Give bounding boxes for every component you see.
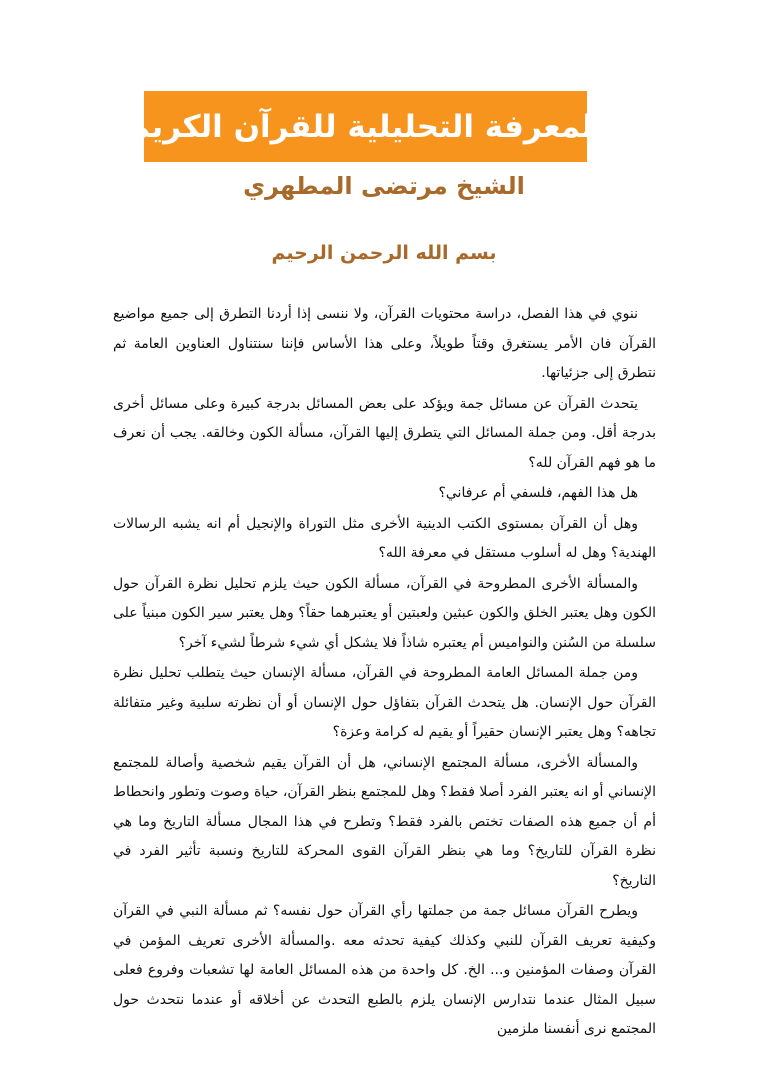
paragraph: ننوي في هذا الفصل، دراسة محتويات القرآن، ولا ننسى إذا أردنا التطرق إلى جميع مواضيع القرآن فان الأمر يستغرق وقتاً طويلاً، وعلى هذا الأساس فإننا سنتناول العناوين العامة ثم نتطرق إلى جزئياتها. (113, 306, 656, 381)
body-text (113, 300, 656, 1046)
paragraph: وهل أن القرآن بمستوى الكتب الدينية الأخرى مثل التوراة والإنجيل أم انه يشبه الرسالات الهندية؟ وهل له أسلوب مستقل في معرفة الله؟ (113, 515, 656, 561)
basmala-heading: بسم الله الرحمن الرحيم (271, 242, 497, 264)
paragraph: والمسألة الأخرى، مسألة المجتمع الإنساني، هل أن القرآن يقيم شخصية وأصالة للمجتمع الإنساني أو انه يعتبر الفرد أصلا فقط؟ وهل للمجتمع بنظر القرآن، حياة وصوت وتطور وانحطاط أم أن جميع هذه الصفات تختص بالفرد فقط؟ وتطرح في هذا المجال مسألة التاريخ وما هي نظرة القرآن للتاريخ؟ وما هي بنظر القرآن القوى المحركة للتاريخ ونسبة تأثير الفرد في التاريخ؟ (113, 754, 656, 889)
title-banner (127, 91, 604, 162)
paragraph: ومن جملة المسائل العامة المطروحة في القرآن، مسألة الإنسان حيث يتطلب تحليل نظرة القرآن حول الإنسان. هل يتحدث القرآن بتفاؤل حول الإنسان أو أن نظرته سلبية وغير متفائلة تجاهه؟ وهل يعتبر الإنسان حقيراً أو يقيم له كرامة وعزة؟ (113, 665, 656, 740)
paragraph: هل هذا الفهم، فلسفي أم عرفاني؟ (438, 485, 638, 501)
paragraph: والمسألة الأخرى المطروحة في القرآن، مسألة الكون حيث يلزم تحليل نظرة القرآن حول الكون وهل يعتبر الخلق والكون عبثين ولعبتين أو يعتبرهما حقاً؟ وهل يعتبر سير الكون مبنياً على سلسلة من السُنن والنواميس أم يعتبره شاذاً فلا يشكل أي شيء شرطاً لشيء آخر؟ (113, 575, 656, 651)
author-name: الشيخ مرتضى المطهري (243, 172, 525, 200)
paragraph: ويطرح القرآن مسائل جمة من جملتها رأي القرآن حول نفسه؟ ثم مسألة النبي في القرآن وكيفية تعريف القرآن للنبي وكذلك كيفية تحدثه معه .والمسألة الأخرى تعريف المؤمن في القرآن وصفات المؤمنين و... الخ. كل واحدة من هذه المسائل العامة لها تشعبات وفروع فعلى سبيل المثال عندما نتدارس الإنسان يلزم بالطبع التحدث عن أخلاقه أو عندما نتحدث حول المجتمع نرى أنفسنا ملزمين (113, 903, 656, 1037)
paragraph: يتحدث القرآن عن مسائل جمة ويؤكد على بعض المسائل بدرجة كبيرة وعلى مسائل أخرى بدرجة أقل. ومن جملة المسائل التي يتطرق إليها القرآن، مسألة الكون وخالقه. يجب أن نعرف ما هو فهم القرآن لله؟ (113, 395, 656, 471)
document-title: المعرفة التحليلية للقرآن الكريم (127, 108, 604, 145)
